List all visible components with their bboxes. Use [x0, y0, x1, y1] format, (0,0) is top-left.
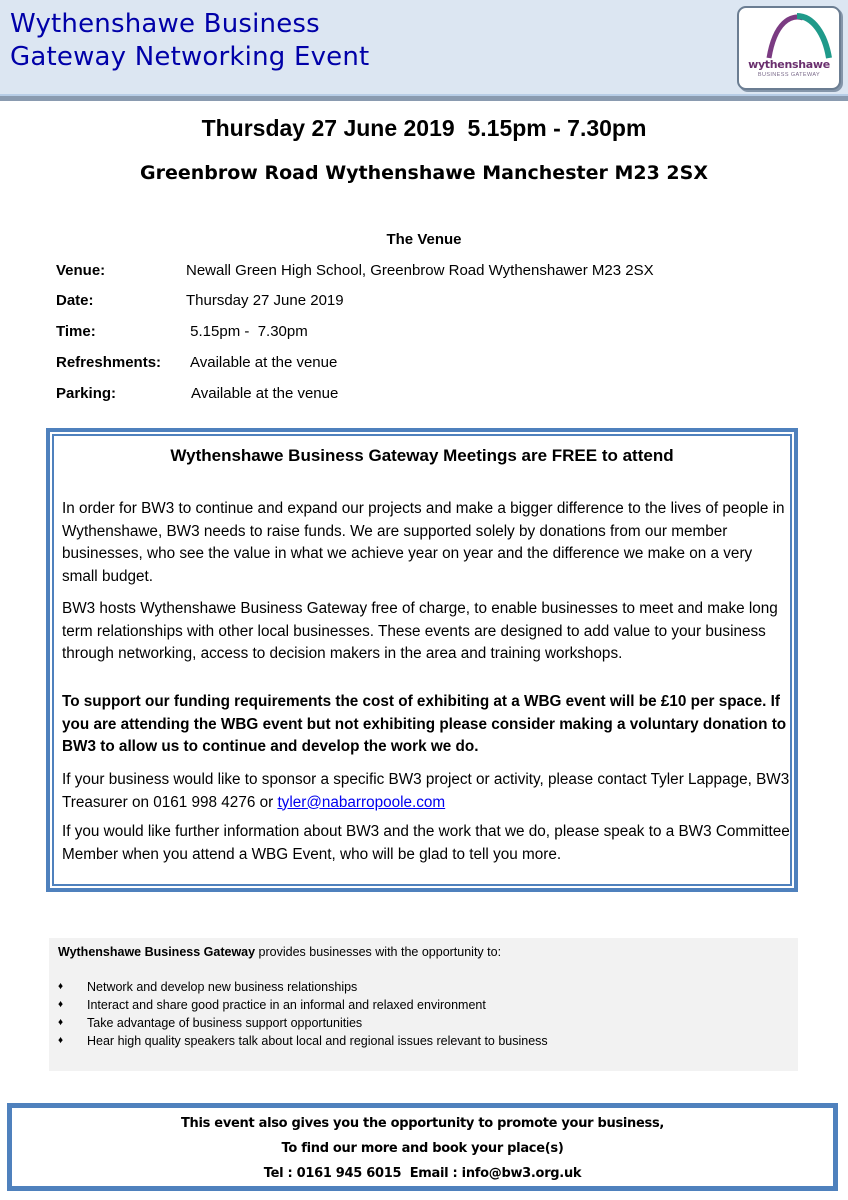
parking-label: Parking: — [56, 385, 117, 402]
diamond-bullet-icon: ♦ — [58, 981, 64, 992]
refreshments-value: Available at the venue — [190, 354, 338, 371]
date-value: Thursday 27 June 2019 — [186, 292, 344, 309]
free-box-title: Wythenshawe Business Gateway Meetings are FREE to attend — [170, 446, 674, 465]
footer-promote-line: This event also gives you the opportunity to promote your business, — [180, 1116, 665, 1131]
diamond-bullet-icon: ♦ — [58, 1035, 64, 1046]
venue-value: Newall Green High School, Greenbrow Road Wythenshawer M23 2SX — [186, 262, 654, 279]
sponsor-text: If your business would like to sponsor a specific BW3 project or activity, please contact Tyler Lappage, BW3 Treasurer on 0161 998 4276 or — [62, 771, 790, 811]
benefits-list — [58, 978, 548, 1050]
list-item — [58, 1032, 548, 1050]
benefit-text: Take advantage of business support opportunities — [87, 1016, 363, 1030]
venue-heading: The Venue — [386, 231, 462, 248]
free-attendance-box — [46, 428, 798, 892]
logo-subtitle: BUSINESS GATEWAY — [757, 72, 821, 78]
logo-wordmark: wythenshawe — [748, 58, 830, 71]
header-banner — [0, 0, 848, 101]
benefits-intro — [58, 945, 501, 959]
list-item — [58, 1014, 548, 1032]
exhibiting-cost-paragraph: To support our funding requirements the cost of exhibiting at a WBG event will be £10 per space. If you are attending the WBG event but not exhibiting please consider making a voluntary donation to BW3 to allow us to continue and develop the work we do. — [62, 693, 787, 755]
footer-booking-line: To find our more and book your place(s) — [281, 1141, 564, 1156]
title-line-1: Wythenshawe Business — [10, 9, 320, 39]
title-line-2: Gateway Networking Event — [10, 42, 370, 72]
sponsor-paragraph — [62, 769, 792, 814]
benefit-text: Network and develop new business relationships — [87, 980, 358, 994]
refreshments-label: Refreshments: — [56, 354, 162, 371]
further-info-paragraph: If you would like further information about BW3 and the work that we do, please speak to a BW3 Committee Member when you attend a WBG Event, who will be glad to tell you more. — [62, 823, 790, 863]
funding-paragraph: In order for BW3 to continue and expand our projects and make a bigger difference to the lives of people in Wythenshawe, BW3 needs to raise funds. We are supported solely by donations from our member businesses, who see the value in what we achieve year on year and the difference we make on a very small budget. — [62, 500, 785, 585]
date-label: Date: — [56, 292, 94, 309]
event-address: Greenbrow Road Wythenshawe Manchester M23 2SX — [140, 162, 708, 184]
footer-contact-line: Tel : 0161 945 6015 Email : info@bw3.org.uk — [263, 1166, 582, 1181]
benefits-intro-rest: provides businesses with the opportunity to: — [255, 945, 502, 959]
benefits-panel — [49, 938, 798, 1071]
contact-footer-box — [7, 1103, 838, 1191]
parking-value: Available at the venue — [191, 385, 339, 402]
list-item — [58, 978, 548, 996]
venue-label: Venue: — [56, 262, 106, 279]
diamond-bullet-icon: ♦ — [58, 1017, 64, 1028]
page-title — [10, 8, 369, 74]
time-label: Time: — [56, 323, 96, 340]
arch-logo-icon — [739, 8, 839, 60]
free-box-inner-border — [52, 434, 792, 886]
list-item — [58, 996, 548, 1014]
benefit-text: Hear high quality speakers talk about local and regional issues relevant to business — [87, 1034, 548, 1048]
wythenshawe-logo — [737, 6, 841, 90]
event-datetime: Thursday 27 June 2019 5.15pm - 7.30pm — [201, 115, 647, 141]
hosting-paragraph: BW3 hosts Wythenshawe Business Gateway free of charge, to enable businesses to meet and make long term relationships with other local businesses. These events are designed to add value to your business through networking, access to decision makers in the area and training workshops. — [62, 600, 778, 662]
benefit-text: Interact and share good practice in an informal and relaxed environment — [87, 998, 486, 1012]
time-value: 5.15pm - 7.30pm — [186, 323, 308, 340]
benefits-intro-bold: Wythenshawe Business Gateway — [58, 945, 256, 959]
sponsor-email-link[interactable]: tyler@nabarropoole.com — [277, 793, 446, 811]
diamond-bullet-icon: ♦ — [58, 999, 64, 1010]
